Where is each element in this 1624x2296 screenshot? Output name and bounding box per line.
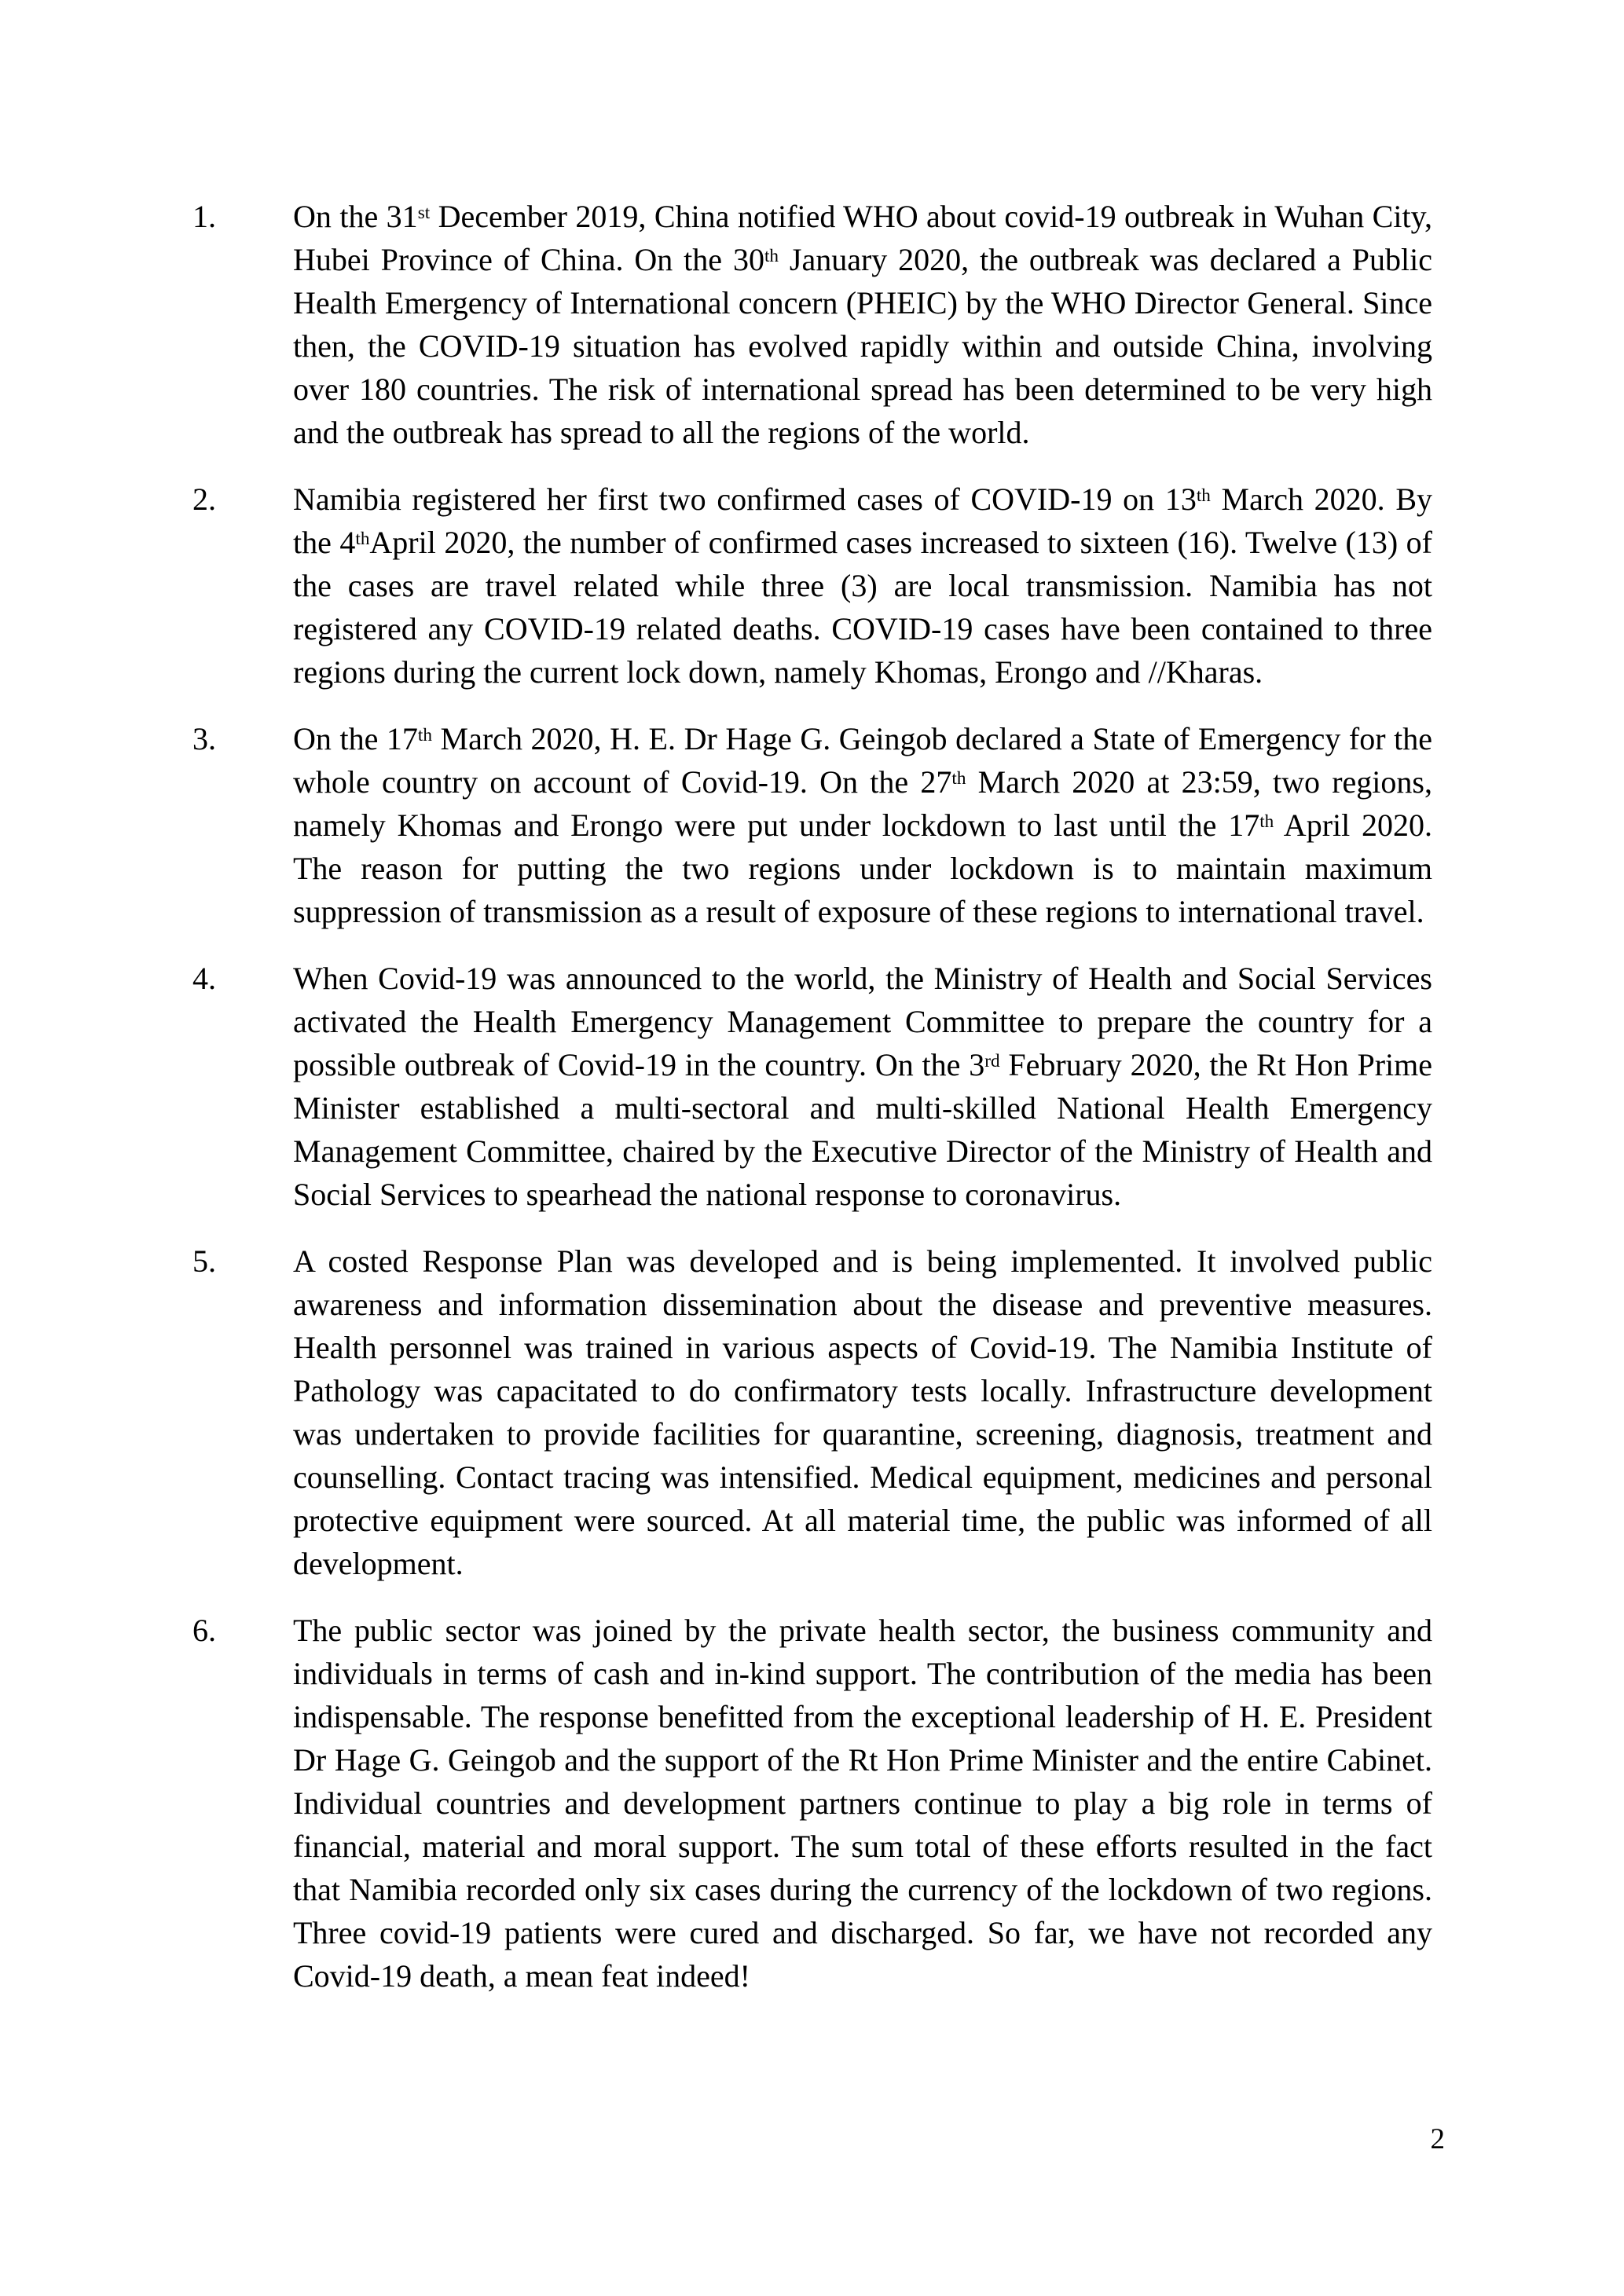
paragraph-number: 6. <box>192 1613 216 1648</box>
numbered-paragraph <box>192 1240 1432 1585</box>
paragraph-text: On the 31st December 2019, China notified WHO about covid-19 outbreak in Wuhan City, Hubei Province of China. On the 30th January 2020, the outbreak was declared a Public Health Emergency of International concern (PHEIC) by the WHO Director General. Since then, the COVID-19 situation has evolved rapidly within and outside China, involving over 180 countries. The risk of international spread has been determined to be very high and the outbreak has spread to all the regions of the world. <box>293 199 1433 450</box>
paragraph-text: A costed Response Plan was developed and is being implemented. It involved public awareness and information dissemination about the disease and preventive measures. Health personnel was trained in various aspects of Covid-19. The Namibia Institute of Pathology was capacitated to do confirmatory tests locally. Infrastructure development was undertaken to provide facilities for quarantine, screening, diagnosis, treatment and counselling. Contact tracing was intensified. Medical equipment, medicines and personal protective equipment were sourced. At all material time, the public was informed of all development. <box>293 1243 1432 1581</box>
ordinal-suffix: th <box>764 245 779 266</box>
paragraph-text: When Covid-19 was announced to the world, the Ministry of Health and Social Services activated the Health Emergency Management Committee to prepare the country for a possible outbreak of Covid-19 in the country. On the 3rd February 2020, the Rt Hon Prime Minister established a multi-sectoral and multi-skilled National Health Emergency Management Committee, chaired by the Executive Director of the Ministry of Health and Social Services to spearhead the national response to coronavirus. <box>293 961 1432 1212</box>
paragraph-number: 3. <box>192 721 216 756</box>
paragraph-number: 2. <box>192 482 216 517</box>
numbered-paragraph <box>192 478 1432 694</box>
numbered-paragraph <box>192 195 1432 454</box>
numbered-paragraph <box>192 717 1432 933</box>
paragraph-list <box>192 195 1432 2021</box>
page-number: 2 <box>1430 2123 1445 2155</box>
ordinal-suffix: th <box>1259 811 1274 832</box>
ordinal-suffix: th <box>1196 485 1211 506</box>
paragraph-number: 1. <box>192 199 216 234</box>
ordinal-suffix: th <box>417 724 432 745</box>
numbered-paragraph <box>192 1609 1432 1998</box>
ordinal-suffix: th <box>951 767 966 789</box>
paragraph-number: 4. <box>192 961 216 996</box>
paragraph-text: Namibia registered her first two confirmed cases of COVID-19 on 13th March 2020. By the 4thApril 2020, the number of confirmed cases increased to sixteen (16). Twelve (13) of the cases are travel related while three (3) are local transmission. Namibia has not registered any COVID-19 related deaths. COVID-19 cases have been contained to three regions during the current lock down, namely Khomas, Erongo and //Kharas. <box>293 482 1432 690</box>
ordinal-suffix: th <box>355 528 370 549</box>
ordinal-suffix: st <box>417 202 431 223</box>
numbered-paragraph <box>192 957 1432 1216</box>
ordinal-suffix: rd <box>984 1050 1000 1071</box>
paragraph-text: On the 17th March 2020, H. E. Dr Hage G. Geingob declared a State of Emergency for the whole country on account of Covid-19. On the 27th March 2020 at 23:59, two regions, namely Khomas and Erongo were put under lockdown to last until the 17th April 2020. The reason for putting the two regions under lockdown is to maintain maximum suppression of transmission as a result of exposure of these regions to international travel. <box>293 721 1433 929</box>
paragraph-number: 5. <box>192 1243 216 1279</box>
paragraph-text: The public sector was joined by the private health sector, the business community and individuals in terms of cash and in-kind support. The contribution of the media has been indispensable. The response benefitted from the exceptional leadership of H. E. President Dr Hage G. Geingob and the support of the Rt Hon Prime Minister and the entire Cabinet. Individual countries and development partners continue to play a big role in terms of financial, material and moral support. The sum total of these efforts resulted in the fact that Namibia recorded only six cases during the currency of the lockdown of two regions. Three covid-19 patients were cured and discharged. So far, we have not recorded any Covid-19 death, a mean feat indeed! <box>293 1613 1432 1994</box>
